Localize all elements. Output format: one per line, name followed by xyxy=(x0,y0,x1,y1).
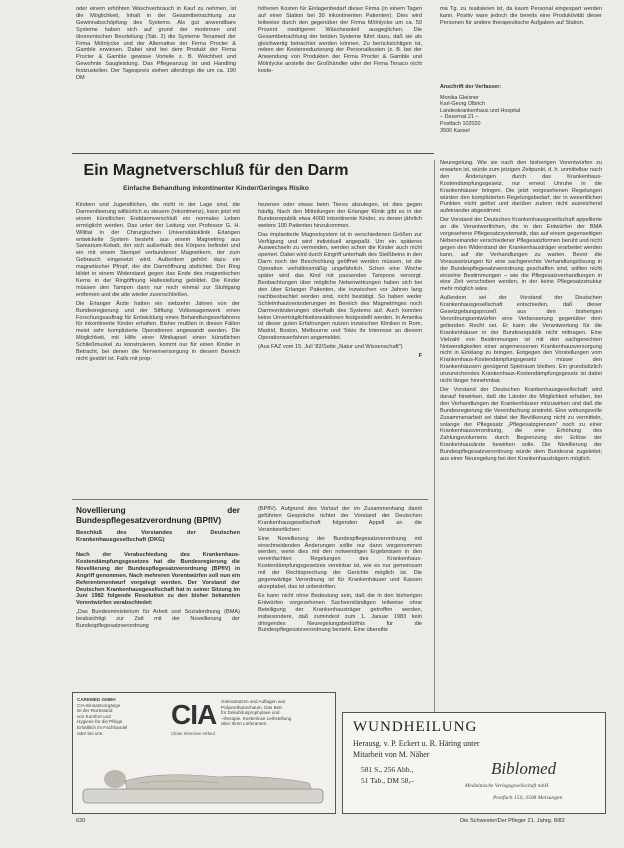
biblomed-subtitle: Medizinische Verlagsgesellschaft mbH xyxy=(465,783,549,789)
right-column xyxy=(440,160,602,465)
paragraph: Die Erlanger Ärzte hatten ein siebzehn Jahren von der Bundesregierung und der Stiftung Volkswagenwerk einen Forschungsauftrag für Entwicklung eines Behandlungsverfahrens für inkontinente Kinder erhalten. Bisher mußten in diesen Fällen meist sehr komplizierte Operationen angewandt werden. Die Möglichkeit, mit Hilfe einer Minikapsel einen künstlichen Schließmuskel zu konstruieren, kommt nur für einen Kinder in Betracht, bei denen die Nervenversorgung in diesem Bereich nicht gestört ist. Falls mit prop- xyxy=(76,300,240,362)
cia-info-line: über Ihren Lieferanten. xyxy=(221,721,268,727)
author-address-heading: Anschrift der Verfasser: xyxy=(440,84,502,90)
wundheilung-title: WUNDHEILUNG xyxy=(353,719,478,735)
cia-line: CIA-Einsatzvorgänge xyxy=(77,702,121,708)
author-line: Karl-Georg Olbrich xyxy=(440,101,485,108)
end-mark: F xyxy=(418,353,422,360)
bpflv-subheading: Beschluß des Vorstandes der Deutschen Krankenhausgesellschaft (DKG) xyxy=(76,530,240,543)
cia-line: ist der Rückstand xyxy=(77,708,113,714)
wundheilung-price: 51 Tab., DM 58,– xyxy=(361,776,415,785)
paragraph: Der Vorstand der Deutschen Krankenhausgesellschaft wird darauf hinwirken, daß die Länder die Möglichkeit erhalten, bei den Verhandlungen der Krankenhäuser mitzuwirken und daß die Bundesregierung die Vereinfachung anstrebt. Eine wirkungsvolle Zusammenarbeit sei dabei der Bevölkerung nicht zu vermitteln, solange der Pflegesatz „Pflegesatzgrenzen" noch zu einer Krankenhausverordnung, die eine Erhöhung des Zahlungsvolumens durch Begrenzung der Erlöse der Krankenhausärzte bewirken solle. Die Nivellierung der Bundespflegesatzverordnung würde dem Bundesrat zugeleitet; aus einer Neuregelung bei den Krankenhausträgern möglich. xyxy=(440,387,602,463)
wundheilung-coauthor: Mitarbeit von M. Näher xyxy=(353,750,430,759)
cia-logo-subtitle: Clean Intensive Airbed xyxy=(171,731,215,736)
author-line: Monika Gleixner xyxy=(440,94,479,101)
wundheilung-pages: 581 S., 256 Abb., xyxy=(361,765,414,774)
cia-advertisement xyxy=(72,692,336,814)
article-column-1 xyxy=(76,202,240,365)
paragraph: „Das Bundesministerium für Arbeit und Sozialordnung (BMA) beabsichtigt zur Zeit mit der Novellierung der Bundespflegesatzverordnung xyxy=(76,609,240,630)
author-line: – Dezernat 21 – xyxy=(440,114,479,121)
paragraph: Eine Novellierung der Bundespflegesatzverordnung mit einschneidenden Änderungen sollte nur dann vorgenommen werden, wenn dies mit den notwendigen Ergebnissen in den vereinfachten Regelungen des Krankenhaus-Kostendämpfungsgesetzes vereinbar ist, wie es nur gemeinsam mit der Rechtsprechung der Gerichte möglich ist. Die gegenwärtige Verordnung ist für Krankenhäuser und Kassen akzeptabel, das ist unbestritten. xyxy=(258,535,422,590)
cia-line: Hygiene für die Pflege. xyxy=(77,719,124,725)
paragraph: Der Vorstand der Deutschen Krankenhausgesellschaft appellierte an die Verantwortlichen, die in den Entwürfen der BMA vorgesehene Pflegesatzsystematik, das auf einem gegenseitigen Nebeneinander verschiedener Pflegesatzformen beruht und nicht gegen den Widerstand der Krankenhausträger erarbeitet werden kann, auf die Verhandlungen zu warten. Bevor die Voraussetzungen für eine sachgerechte Verhandlungslösung in der Bundespflegesatzverordnung geschaffen sind, sollten nicht einzelne Bestimmungen – wie die Pflegesatzverhandlungen in eine Zeit verschoben werden, in der keine Pflegesatzstruktur mehr möglich wäre. xyxy=(440,217,603,293)
cia-info-line: für Dekubitusprophylaxe und xyxy=(221,710,280,716)
page-number: 620 xyxy=(76,818,86,824)
cia-logo: CIA xyxy=(171,699,217,730)
cia-info-line: –therapie. Kostenlose Leihstellung xyxy=(221,715,292,721)
cia-info-line: Polyurethanschaum. Das Bett xyxy=(221,704,282,710)
bpflv-column-1 xyxy=(76,506,240,632)
paragraph: (BPflV). Aufgrund des Vorlauf der im Zusammenhang damit geführten Gespräche richtet der Vorstand der Deutschen Krankenhausgesellschaft folgenden Appell an die Verantwortlichen: xyxy=(258,506,422,533)
paragraph: hezenen oder etwas beim Tieres abzulegen, ist dies gegen häufig. Nach den Mitteilungen der Erlanger Klinik gibt es in der Bundesrepublik etwa 4000 inkontinente Kinder, zu denen jährlich weitere 100 Patienten hinzukommen. xyxy=(258,202,422,229)
article-subtitle: Einfache Behandlung inkontinenter Kinder/Geringes Risiko xyxy=(123,185,309,192)
author-address xyxy=(440,84,600,134)
biblomed-logo: Biblomed xyxy=(491,759,557,778)
divider xyxy=(72,499,428,500)
cia-line: Erhältlich im Fachhandel xyxy=(77,724,128,730)
cia-line: von Komfort und xyxy=(77,713,111,719)
paragraph: Kindern und Jugendlichen, die nicht in der Lage sind, die Darmentleerung willkürlich zu steuern (Inkontinenz), kann jetzt mit einem künstlichen Enddarmverschluß ein normales Leben ermöglicht werden. Das unter der Leitung von Professor G. H. Willital in der Chirurgischen Universitätsklinik Erlangen entwickelte System besteht aus einem Magnetring aus Samarium-Kobalt, der sich außerhalb des Körpers befindet und ein mit einem Stempel verbundener Magnetkern, der zum Gebrauch eingesetzt wird. Außerdem gehört dazu ein magnetischer Pfropf, der die Darmöffnung abdichtet. Der Ring bildet in einem Widerstand gegen das Ende des magnetischen Kerns in der Ringöffnung Haltestellung gebildet. Die Kinder müssen den Tampon dann nur noch einmal zur Stuhlgang entfernen und die alte wieder zuverschließen. xyxy=(76,202,240,298)
source-note: (Aus FAZ vom 15. Juli '82/Seite „Natur und Wissenschaft") xyxy=(258,344,403,351)
wundheilung-editors: Herausg. v. P. Eckert u. R. Häring unter xyxy=(353,739,480,748)
cia-info xyxy=(221,699,331,727)
paragraph: Nach der Verabschiedung des Krankenhaus-Kostendämpfungsgesetzes hat die Bundesregierung die Novellierung der Bundespflegesatzverordnung (BPflV) in Angriff genommen. Nach mehreren Vorentwürfen soll nun ein Referentenentwurf vorgelegt werden. Der Vorstand der Deutschen Krankenhausgesellschaft hat in seiner Sitzung im Juni 1982 folgende Resolution zu den bisher bekannten Vorentwürfen verabschiedet: xyxy=(76,552,240,607)
author-line: Landeskrankenhaus und Hospital xyxy=(440,107,521,114)
paragraph: Es kann nicht ohne Bedeutung sein, daß die in den bisherigen Entwürfen vorgesehenen Sachverständigen teilweise ohne Beteiligung der Krankenhausträger getroffen werden, insbesondere, daß zumindest zum 1. Januar 1983 kein dringendes Neuregelungsbedürfnis für die Bundespflegesatzverordnung besteht. Eine übereilte xyxy=(258,592,422,634)
patient-on-mattress-illustration xyxy=(79,753,329,809)
author-line: Postfach 102020 xyxy=(440,120,481,127)
article-title: Ein Magnetverschluß für den Darm xyxy=(83,162,349,179)
top-column-1 xyxy=(76,6,236,84)
paragraph: ma Tg. zu realisieren ist, da kaum Personal eingespart werden kann. Positiv ware jedoch die bereits eine Produktivität dieser Personen für andere therapeutische Aufgaben auf Station. xyxy=(440,6,602,26)
bpflv-heading: Novellierung der Bundespflegesatzverordnung (BPflV) xyxy=(76,506,240,525)
author-line: 3500 Kassel xyxy=(440,127,470,134)
paragraph: höheren Kosten für Einlagenbedarf dieser Firma (in einem Tagen auf einer Station bei 30 inkontinenten Patienten). Dies wird teilweise durch den gegenüber der Firma Mölnlycke um ca. 50 Prozent niedrigeren Wäscheanteil ausgeglichen. Die Gesamtbetrachtung der beiden Systeme führt dazu, daß sie als gleichwertig betrachtet werden können. Zu berücksichtigen ist, neben der Kostenreduzierung der Personalkosten (z. B. bei der Anwendung von Produkten der Firma Procter & Gamble und Mölnlycke anstelle der Großhändler oder der Firma Tenaco nicht koste- xyxy=(258,6,422,75)
biblomed-address: Postfach 150, 3508 Melsungen xyxy=(493,795,563,801)
column-rule xyxy=(434,160,435,770)
divider xyxy=(72,153,434,154)
cia-ad-text xyxy=(77,697,167,736)
cia-line: oder bei uns. xyxy=(77,730,104,736)
cia-info-line: Gelmatratzen und Auflagen aus xyxy=(221,699,286,704)
paragraph: Das implantierte Magnetsystem ist in verschiedenen Größen zur Verfügung und wird individuell angepaßt. Um ein späteres Auswechseln zu vermeiden, werden schon die Kinder auch nicht operiert. Dabei wird durch Eingriff unterhalb des Steißbeins in den Darm noch der Beschichtung geöffnet werden müssen, ist die Operation verhältnismäßig ungefährlich. Schon eine Woche später wird das Kind mit passenden Tampons versorgt. Beobachtungen über mögliche Nebenwirkungen haben sich bei den über Erlanger Patienten, die inzwischen vor Jahren lang nachbeobachtet worden sind, nicht bestätigt. So haben weder Schleimhautveränderungen im Bereich des Magnetringes noch Darmveränderungen oberhalb des Systems auf. Auch konnten keine Unverträglichkeitsreaktionen festgestellt werden. In Amerika ist dieser guten Erfahrungen nutzen inzwischen Kliniken in Rom, Madrid, Boston, Melbourne und Tokio ihr Interesse an diesem Operationsverfahren angemeldet. xyxy=(258,231,422,342)
article-column-2 xyxy=(258,202,422,360)
top-column-3 xyxy=(440,6,602,29)
bpflv-column-2 xyxy=(258,506,422,636)
top-column-2 xyxy=(258,6,422,77)
journal-footer: Die Schwester/Der Pfleger 21. Jahrg. 8/82 xyxy=(460,818,565,824)
paragraph: oder einem erhöhten Waschverbrauch in Kauf zu nehmen, ist die Möglichkeit, Inhalt in der Gesamtbetrachtung zur Gewinnabschöpfung des Systems. Als gut anwendbare Systeme haben sich auf grund der modernen und ökonomischen Beurteilung (Tab. 2) die Systeme Tenamed der Firma Mölnlycke und der Alternative der Firma Procter & Gamble erwiesen. Dabei sind bei dem Produkt der Firma Procter & Gamble gewisse Vorteile z. B. Weichheit und Gewohnte Saugleistung. Das Pflegeanzug ist und Handling festzustellen. Der Tagespreis stehen allerdings die um ca. 190 DM xyxy=(76,6,236,82)
paragraph: Neuregelung. Wie sie nach den bisherigen Vorentwürfen zu erwarten ist, würde zum jetzigen Zeitpunkt, d. h. unmittelbar nach den Änderungen durch das Krankenhaus-Kostendämpfungsgesetz, nur erneut Unruhe in die Krankenhäuser bringen. Die jetzt vorgesehenen Regelungen würden den komplizierten Regelungsbedarf, der in wesentlichen Punkten nicht gelöst und darüber zudem nicht ausreichend aufeinander abgestimmt. xyxy=(440,160,602,215)
cia-company: CAREMED GMBH xyxy=(77,697,116,702)
paragraph: Außerdem sei der Vorstand der Deutschen Krankenhausgesellschaft entschieden, daß dieser Gesetzgebungsprozeß aus den bisherigen Verordnungsentwürfen eine Verbesserung gegenüber dem geltenden Recht sei. Er kann die Verantwortung für die Krankenhäuser in der Bundesrepublik nicht mittragen. Eine Vielzahl von Bestimmungen ist mit den sachgerechten Notwendigkeiten einer angemessenen Krankenhausversorgung nicht in Einklang zu bringen. Entgegen den Vorstellungen vom Krankenhaus-Kostendämpfungsgesetz müsse den Krankenhäusern genügend Spielraum bleiben. Ein grundsätzlich unzureichendes Krankenhaus-Kostendämpfungsgesetz ist dabei nicht länger hinnehmbar. xyxy=(440,295,602,385)
wundheilung-advertisement xyxy=(342,712,606,814)
